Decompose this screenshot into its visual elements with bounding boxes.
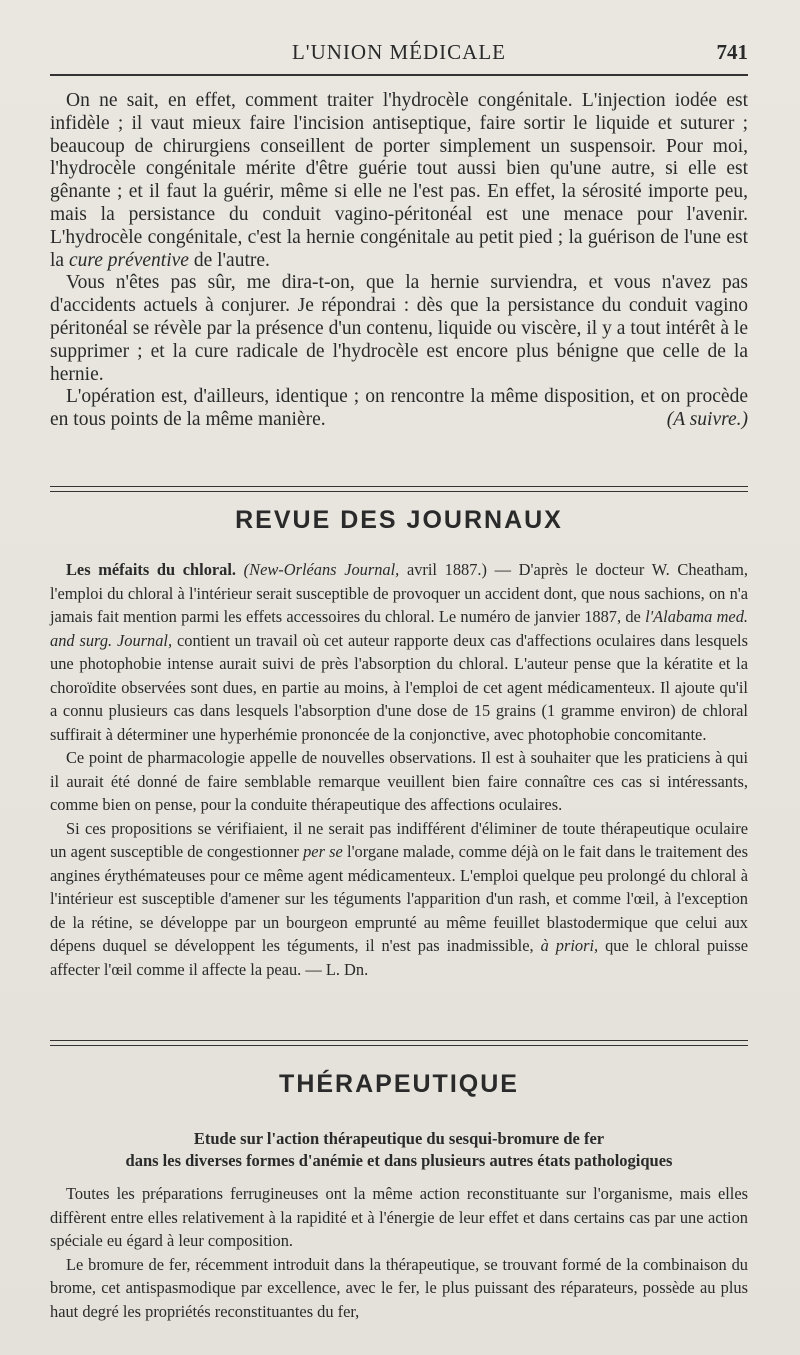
running-title: L'UNION MÉDICALE: [291, 40, 506, 64]
paragraph: Ce point de pharmacologie appelle de nouvelles observations. Il est à souhaiter que les praticiens à qui il aurait été donné de faire semblable remarque veuillent bien faire connaître ces cas si intéressants, comme bien on pense, pour la conduite thérapeutique des affections oculaires.: [50, 748, 748, 814]
paragraph-text: contient un travail où cet auteur rapporte deux cas d'affections oculaires dans lesquels une photophobie intense aurait suivi de près l'absorption du chloral. L'auteur pense que la kératite et la choroïdite observées sont dues, en partie au moins, à l'emploi de cet agent médicamenteux. Il ajoute qu'il a connu plusieurs cas dans lesquels l'absorption d'une dose de 15 grains (1 gramme environ) de chloral suffirait à déterminer une hyperhémie prononcée de la conjonctive, avec photophobie concomitante.: [50, 630, 748, 744]
paragraph-text: que le chloral puisse affecter l'œil comme il affecte la peau. — L. Dn.: [50, 936, 748, 979]
page-number: 741: [716, 40, 748, 64]
emphasis: à priori,: [540, 936, 599, 955]
paragraph-text: On ne sait, en effet, comment traiter l'hydrocèle congénitale. L'injection iodée est infidèle ; il vaut mieux faire l'incision antiseptique, faire sortir le liquide et suturer ; beaucoup de chirurgiens conseillent de porter simplement un suspensoir. Pour moi, l'hydrocèle congénitale mérite d'être guérie tout aussi bien qu'une autre, si elle est gênante ; et il faut la guérir, même si elle ne l'est pas. En effet, la sérosité importe peu, mais la persistance du conduit vagino-péritonéal est une menace pour l'avenir. L'hydrocèle congénitale, c'est la hernie congénitale au petit pied ; la guérison de l'une est la: [50, 90, 748, 271]
section-title-revue: REVUE DES JOURNAUX: [235, 506, 563, 534]
paragraph: [50, 386, 748, 432]
paragraph: Le bromure de fer, récemment introduit dans la thérapeutique, se trouvant formé de la combinaison du brome, cet antispasmodique par excellence, avec le fer, le plus puissant des réparateurs, possède au plus haut degré les propriétés reconstituantes du fer,: [50, 1254, 748, 1321]
continuation-text: [50, 90, 748, 432]
article-lead: Les méfaits du chloral.: [66, 560, 237, 579]
therapeutique-article: [50, 1182, 748, 1323]
running-head: [50, 38, 748, 70]
paragraph: [50, 558, 748, 746]
source-journal: (New-Orléans Journal,: [243, 560, 400, 579]
paragraph-text: Si ces propositions se vérifiaient, il ne serait pas indifférent d'éliminer de toute thérapeutique oculaire un agent susceptible de congestionner: [50, 818, 748, 861]
section-rule: [50, 1040, 748, 1046]
revue-article: [50, 558, 748, 981]
paragraph-text: avril 1887.) — D'après le docteur W. Cheatham, l'emploi du chloral à l'intérieur serait susceptible de provoquer un accident dont, que nous sachions, on n'a jamais fait mention parmi les effets accessoires du chloral. Le numéro de janvier 1887, de: [50, 560, 748, 626]
paragraph-text: de l'autre.: [193, 249, 270, 271]
section-title-therapeutique: THÉRAPEUTIQUE: [279, 1070, 519, 1098]
paragraph: Toutes les préparations ferrugineuses ont la même action reconstituante sur l'organisme, mais elles diffèrent entre elles relativement à la rapidité et à l'énergie de leur effet et dans certains cas par une action spéciale eu égard à leur composition.: [50, 1184, 748, 1250]
paragraph-text: L'opération est, d'ailleurs, identique ; on rencontre la même disposition, et on procède en tous points de la même manière.: [50, 386, 748, 431]
article-title: [50, 1128, 748, 1172]
paragraph: [50, 817, 748, 982]
paragraph: Vous n'êtes pas sûr, me dira-t-on, que la hernie surviendra, et vous n'avez pas d'accidents actuels à conjurer. Je répondrai : dès que la persistance du conduit vagino péritonéal se révèle par la présence d'un contenu, liquide ou viscère, il y a tout intérêt à le supprimer ; et la cure radicale de l'hydrocèle est encore plus bénigne que celle de la hernie.: [50, 272, 748, 385]
emphasis: cure préventive: [68, 249, 189, 271]
cited-journal: l'Alabama med. and surg. Journal,: [50, 607, 748, 650]
paragraph: [50, 90, 748, 272]
header-rule: [50, 74, 748, 76]
emphasis: per se: [303, 842, 343, 861]
article-title-line: Etude sur l'action thérapeutique du sesqui-bromure de fer: [193, 1129, 605, 1148]
section-rule: [50, 486, 748, 492]
article-title-line: dans les diverses formes d'anémie et dans plusieurs autres états pathologiques: [125, 1151, 673, 1170]
a-suivre-note: (A suivre.): [666, 409, 748, 431]
paragraph-text: l'organe malade, comme déjà on le fait dans le traitement des angines érythémateuses pour ce même agent médicamenteux. L'emploi quelque peu prolongé du chloral à l'intérieur est susceptible d'amener sur les téguments l'apparition d'un rash, et comme l'œil, à l'exception de la rétine, se développe par un bourgeon emprunté au même feuillet blastodermique que celui aux dépens duquel se développent les téguments, il n'est pas inadmissible,: [50, 842, 748, 955]
